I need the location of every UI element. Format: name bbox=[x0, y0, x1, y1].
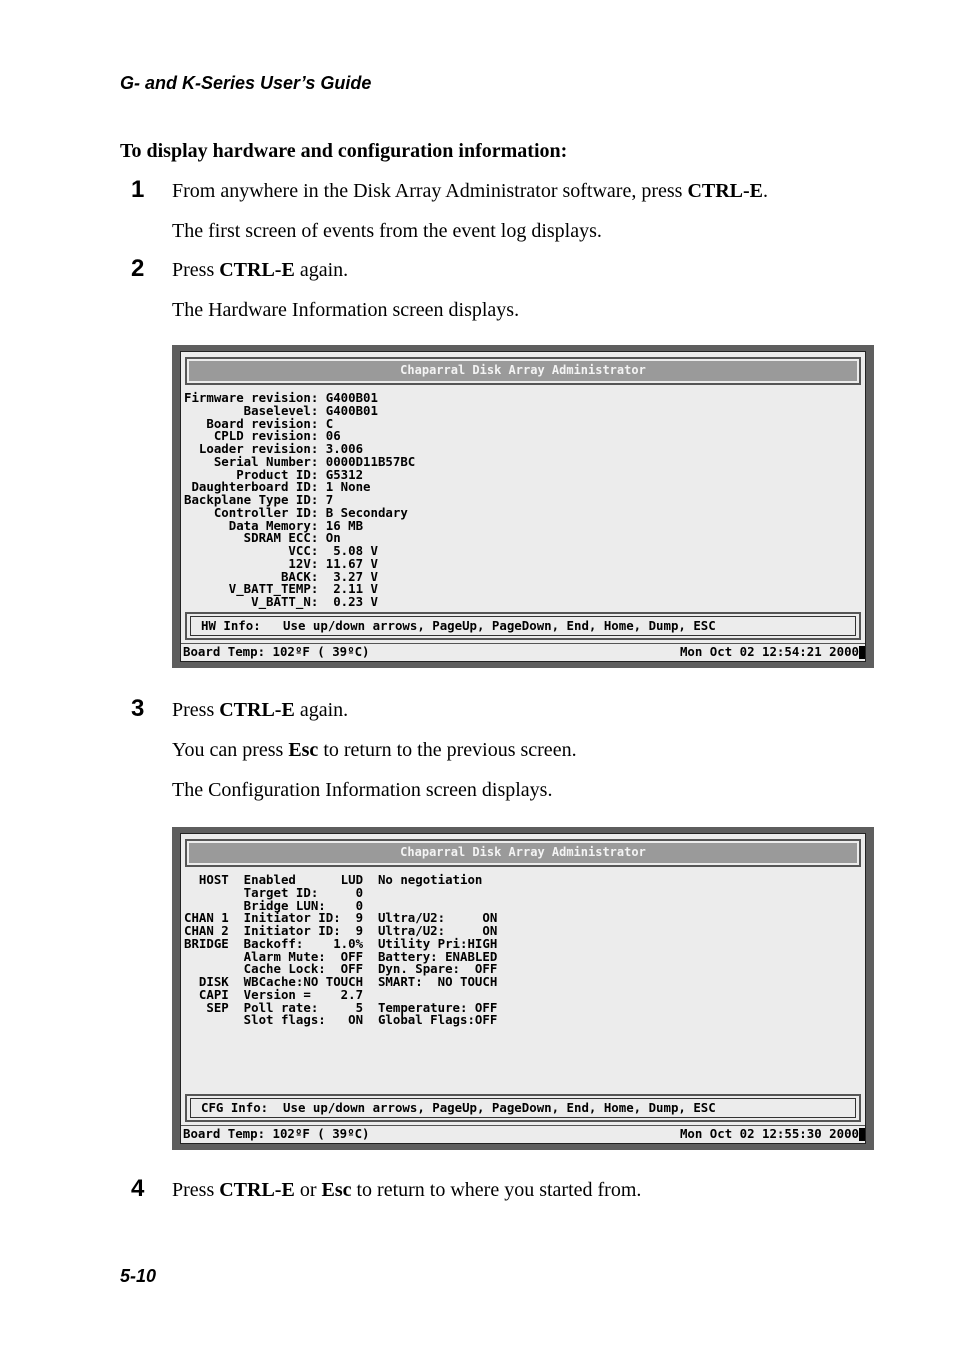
screen-line: BACK: 3.27 V bbox=[184, 568, 378, 584]
board-temp: Board Temp: 102ºF ( 39ºC) bbox=[183, 644, 370, 659]
screen-line: V_BATT_N: 0.23 V bbox=[184, 594, 378, 609]
cursor-block bbox=[859, 646, 865, 659]
screen-line: CAPI Version = 2.7 bbox=[184, 986, 364, 1002]
status-bar bbox=[181, 1125, 865, 1143]
key-ctrl-e: CTRL-E bbox=[219, 1179, 295, 1201]
step-3-note-1: You can press Esc to return to the previous screen. bbox=[172, 739, 577, 761]
screen-line: VCC: 5.08 V bbox=[184, 543, 378, 558]
hardware-info-screenshot bbox=[172, 345, 874, 668]
info-box bbox=[185, 612, 861, 640]
step-4-number: 4 bbox=[131, 1175, 145, 1202]
board-temp: Board Temp: 102ºF ( 39ºC) bbox=[183, 1126, 370, 1141]
info-box bbox=[185, 1094, 861, 1122]
screen-line: Controller ID: B Secondary bbox=[184, 504, 408, 520]
procedure-heading: To display hardware and configuration information: bbox=[120, 140, 568, 162]
step-4-text: Press CTRL-E or Esc to return to where you started from. bbox=[172, 1179, 642, 1201]
screen-line: BRIDGE Backoff: 1.0% Utility Pri:HIGH bbox=[184, 935, 498, 951]
screen-line: Daughterboard ID: 1 None bbox=[184, 479, 371, 495]
app-title-bar: Chaparral Disk Array Administrator bbox=[189, 361, 857, 381]
key-ctrl-e: CTRL-E bbox=[687, 180, 764, 202]
screen-line: Cache Lock: OFF Dyn. Spare: OFF bbox=[184, 961, 498, 977]
page-number: 5-10 bbox=[120, 1266, 157, 1286]
screen-line: Serial Number: 0000D11B57BC bbox=[184, 453, 416, 469]
title-box bbox=[185, 839, 861, 867]
screen-line: Board revision: C bbox=[184, 415, 334, 431]
date-time: Mon Oct 02 12:55:30 2000 bbox=[679, 1126, 859, 1141]
key-ctrl-e: CTRL-E bbox=[219, 699, 295, 721]
step-3-number: 3 bbox=[131, 695, 145, 722]
screen-line: CHAN 2 Initiator ID: 9 Ultra/U2: ON bbox=[184, 923, 498, 938]
screen-line: CPLD revision: 06 bbox=[184, 428, 341, 444]
screen-line: Bridge LUN: 0 bbox=[184, 897, 364, 913]
screen-line: Firmware revision: G400B01 bbox=[184, 390, 378, 405]
step-1-text: From anywhere in the Disk Array Administrator software, press CTRL-E. bbox=[172, 180, 769, 202]
key-esc: Esc bbox=[321, 1179, 352, 1201]
hw-info-help-bar: HW Info: Use up/down arrows, PageUp, PageDown, End, Home, Dump, ESC bbox=[190, 616, 856, 636]
hardware-info-lines bbox=[184, 392, 415, 609]
screen-line: DISK WBCache:NO TOUCH SMART: NO TOUCH bbox=[184, 974, 498, 989]
key-esc: Esc bbox=[288, 739, 319, 761]
configuration-info-lines bbox=[184, 874, 497, 1027]
title-box bbox=[185, 357, 861, 385]
cfg-info-help-bar: CFG Info: Use up/down arrows, PageUp, PageDown, End, Home, Dump, ESC bbox=[190, 1098, 856, 1118]
step-1-number: 1 bbox=[131, 176, 145, 203]
screen-line: Product ID: G5312 bbox=[184, 466, 364, 482]
screen-line: HOST Enabled LUD No negotiation bbox=[184, 872, 483, 887]
screen-line: SDRAM ECC: On bbox=[184, 530, 341, 546]
screen-line: Data Memory: 16 MB bbox=[184, 517, 364, 533]
screen-line: Slot flags: ON Global Flags:OFF bbox=[184, 1012, 498, 1028]
screen-line: Target ID: 0 bbox=[184, 884, 364, 900]
screen-line: Loader revision: 3.006 bbox=[184, 441, 364, 456]
key-ctrl-e: CTRL-E bbox=[219, 259, 295, 281]
step-2-note: The Hardware Information screen displays. bbox=[172, 299, 520, 321]
status-bar bbox=[181, 643, 865, 661]
step-1-note: The first screen of events from the event log displays. bbox=[172, 220, 602, 242]
screen-line: Alarm Mute: OFF Battery: ENABLED bbox=[184, 948, 498, 964]
screen-line: 12V: 11.67 V bbox=[184, 555, 378, 571]
configuration-info-screenshot bbox=[172, 827, 874, 1150]
screen-line: Baselevel: G400B01 bbox=[184, 402, 378, 418]
date-time: Mon Oct 02 12:54:21 2000 bbox=[679, 644, 859, 659]
screen-line: CHAN 1 Initiator ID: 9 Ultra/U2: ON bbox=[184, 910, 498, 926]
step-3-note-2: The Configuration Information screen displays. bbox=[172, 779, 553, 801]
app-title-bar: Chaparral Disk Array Administrator bbox=[189, 843, 857, 863]
screen-line: SEP Poll rate: 5 Temperature: OFF bbox=[184, 999, 498, 1015]
cursor-block bbox=[859, 1128, 865, 1141]
screen-line: V_BATT_TEMP: 2.11 V bbox=[184, 581, 378, 597]
screen-line: Backplane Type ID: 7 bbox=[184, 492, 334, 507]
running-header: G- and K-Series User’s Guide bbox=[120, 73, 372, 93]
step-2-text: Press CTRL-E again. bbox=[172, 259, 349, 281]
step-2-number: 2 bbox=[131, 255, 145, 282]
step-3-text: Press CTRL-E again. bbox=[172, 699, 349, 721]
